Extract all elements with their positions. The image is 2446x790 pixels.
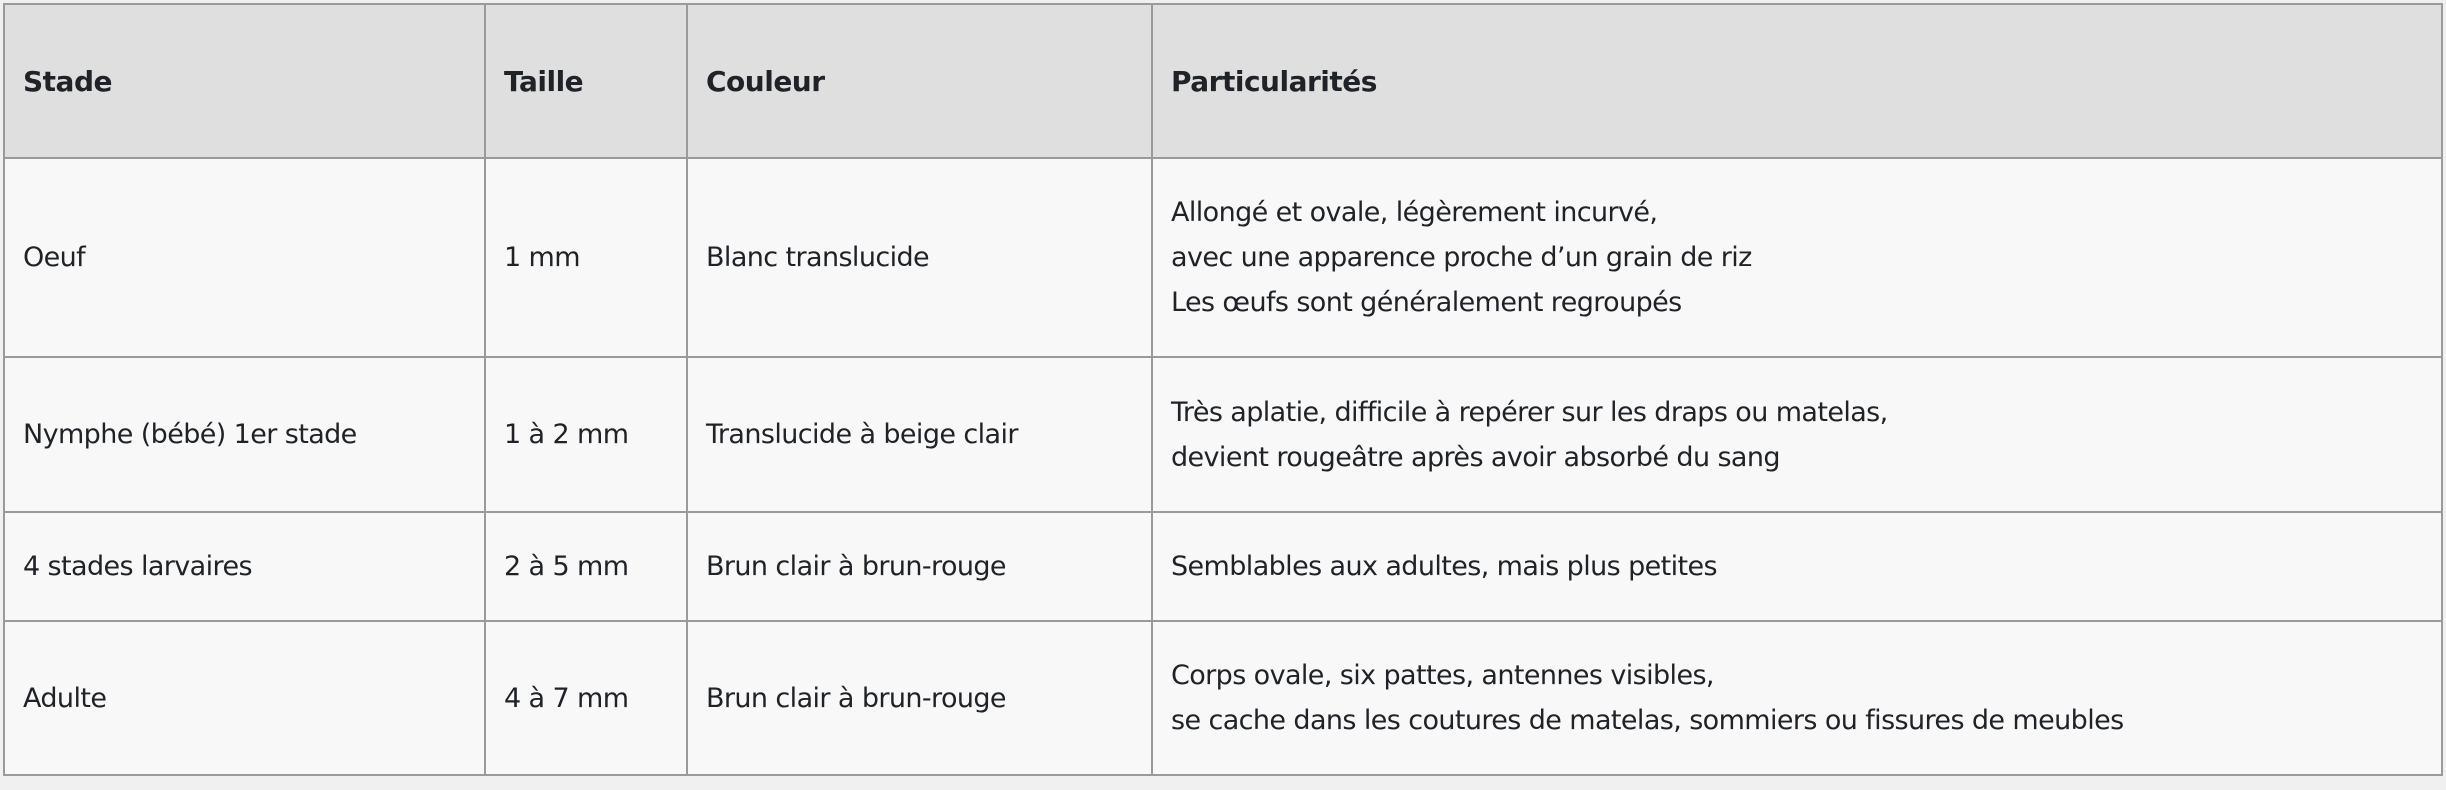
header-row	[4, 4, 2442, 158]
table-row	[4, 357, 2442, 512]
particularite-line: Allongé et ovale, légèrement incurvé,	[1171, 197, 1658, 228]
table-row	[4, 512, 2442, 621]
particularite-line: Corps ovale, six pattes, antennes visibles,	[1171, 660, 1714, 691]
cell-stade: Oeuf	[4, 158, 485, 357]
particularite-line: Très aplatie, difficile à repérer sur les draps ou matelas,	[1171, 396, 1888, 428]
cell-particularites	[1152, 621, 2442, 775]
particularite-line: se cache dans les coutures de matelas, sommiers ou fissures de meubles	[1171, 705, 2124, 736]
header-taille: Taille	[485, 4, 687, 158]
header-couleur: Couleur	[687, 4, 1152, 158]
cell-couleur: Blanc translucide	[687, 158, 1152, 357]
table-body	[4, 158, 2442, 775]
particularite-line: Les œufs sont généralement regroupés	[1171, 287, 1682, 318]
cell-stade: Nymphe (bébé) 1er stade	[4, 357, 485, 512]
life-stages-table	[3, 3, 2443, 776]
cell-couleur: Translucide à beige clair	[687, 357, 1152, 512]
particularite-line: Semblables aux adultes, mais plus petites	[1171, 551, 1717, 582]
cell-couleur: Brun clair à brun-rouge	[687, 512, 1152, 621]
cell-particularites	[1152, 357, 2442, 512]
cell-stade: 4 stades larvaires	[4, 512, 485, 621]
particularite-line: devient rougeâtre après avoir absorbé du sang	[1171, 441, 1780, 473]
cell-taille: 1 à 2 mm	[485, 357, 687, 512]
header-stade: Stade	[4, 4, 485, 158]
table-container	[3, 3, 2443, 776]
cell-stade: Adulte	[4, 621, 485, 775]
table-row	[4, 158, 2442, 357]
table-header	[4, 4, 2442, 158]
cell-particularites	[1152, 158, 2442, 357]
cell-taille: 2 à 5 mm	[485, 512, 687, 621]
cell-taille: 1 mm	[485, 158, 687, 357]
cell-particularites	[1152, 512, 2442, 621]
cell-taille: 4 à 7 mm	[485, 621, 687, 775]
particularite-line: avec une apparence proche d’un grain de riz	[1171, 242, 1752, 273]
cell-couleur: Brun clair à brun-rouge	[687, 621, 1152, 775]
header-particularites: Particularités	[1152, 4, 2442, 158]
table-row	[4, 621, 2442, 775]
